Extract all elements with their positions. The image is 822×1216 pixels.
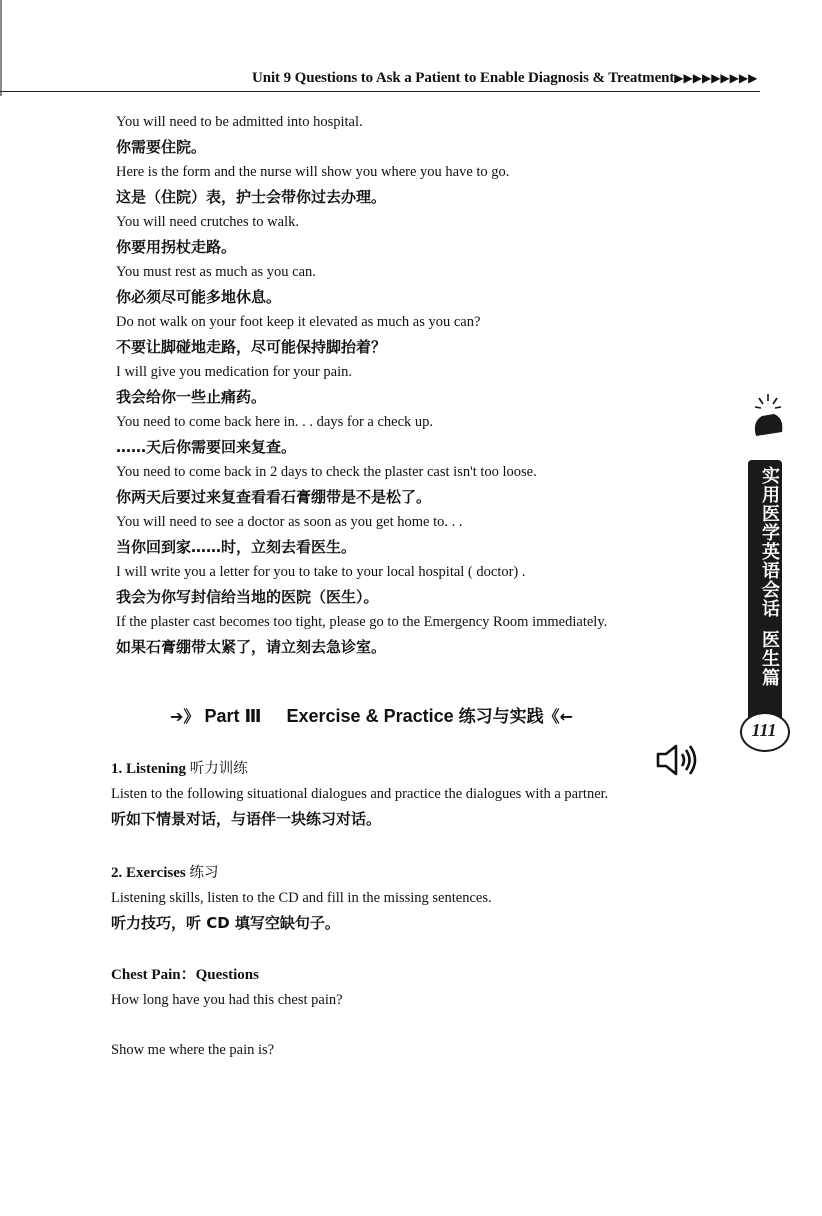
- dialogue-line-en: If the plaster cast becomes too tight, please go to the Emergency Room immediately.: [116, 614, 608, 630]
- dialogue-line-en: Do not walk on your foot keep it elevated as much as you can?: [116, 314, 481, 330]
- dialogue-line-en: You will need to be admitted into hospital.: [116, 114, 363, 130]
- dialogue-line-zh: 这是（住院）表，护士会带你过去办理。: [116, 188, 387, 206]
- header-arrows: ▶▶▶▶▶▶▶▶▶: [674, 71, 758, 85]
- dialogue-line-zh: 你必须尽可能多地休息。: [116, 288, 282, 306]
- dialogue-line-zh: 当你回到家……时，立刻去看医生。: [116, 538, 357, 556]
- book-title: 实用医学英语会话: [759, 466, 780, 618]
- listening-title-zh: 听力训练: [189, 761, 248, 777]
- dialogue-line-zh: 我会为你写封信给当地的医院（医生）。: [116, 588, 379, 606]
- dialogue-line-zh: 我会给你一些止痛药。: [116, 388, 267, 406]
- listening-section: [111, 756, 731, 832]
- dialogue-line-zh: ……天后你需要回来复查。: [116, 438, 297, 456]
- chest-pain-title: Chest Pain：Questions: [111, 967, 259, 983]
- exercises-section: [111, 860, 731, 936]
- page-number: 111: [751, 720, 777, 740]
- exercises-instruction-en: Listening skills, listen to the CD and fill in the missing sentences.: [111, 890, 492, 906]
- chest-pain-question: Show me where the pain is?: [111, 1042, 275, 1058]
- listening-instruction-zh: 听如下情景对话，与语伴一块练习对话。: [111, 810, 382, 828]
- part-label: Part Ⅲ: [204, 706, 262, 726]
- listening-instruction-en: Listen to the following situational dialogues and practice the dialogues with a partner.: [111, 786, 609, 802]
- header-rule: [0, 91, 760, 92]
- dialogue-line-en: You must rest as much as you can.: [116, 264, 316, 280]
- chest-pain-section: [111, 962, 731, 1063]
- running-header: [252, 70, 822, 87]
- dialogue-line-en: You will need to see a doctor as soon as you get home to. . .: [116, 514, 463, 530]
- dialogue-line-en: I will give you medication for your pain.: [116, 364, 352, 380]
- exercises-title-zh: 练习: [189, 865, 219, 881]
- listening-title-en: 1. Listening: [111, 761, 187, 777]
- exercises-title: [111, 860, 731, 886]
- dialogue-line-en: Here is the form and the nurse will show you where you have to go.: [116, 164, 510, 180]
- dialogue-line-zh: 你两天后要过来复查看看石膏绷带是不是松了。: [116, 488, 432, 506]
- page-edge-mark: [0, 0, 2, 96]
- listening-title: [111, 756, 731, 782]
- dialogue-line-zh: 你要用拐杖走路。: [116, 238, 237, 256]
- volume-title: 医生篇: [759, 630, 780, 687]
- chest-pain-question: How long have you had this chest pain?: [111, 992, 343, 1008]
- part-title-en: Exercise & Practice: [286, 706, 454, 726]
- dialogue-line-zh: 你需要住院。: [116, 138, 207, 156]
- part-heading: [170, 702, 573, 730]
- dialogue-line-en: You need to come back here in. . . days for a check up.: [116, 414, 434, 430]
- exercises-instruction-zh: 听力技巧，听 CD 填写空缺句子。: [111, 914, 340, 932]
- speaker-icon[interactable]: [655, 743, 703, 777]
- dialogue-line-en: I will write you a letter for you to take to your local hospital ( doctor) .: [116, 564, 526, 580]
- exercises-title-en: 2. Exercises: [111, 865, 186, 881]
- side-tab: [742, 440, 784, 750]
- dialogue-line-zh: 如果石膏绷带太紧了，请立刻去急诊室。: [116, 638, 387, 656]
- dialogue-line-en: You will need crutches to walk.: [116, 214, 299, 230]
- dialogue-line-zh: 不要让脚碰地走路，尽可能保持脚抬着？: [116, 338, 387, 356]
- heading-left-decoration: ➔》: [170, 707, 200, 726]
- running-title: Unit 9 Questions to Ask a Patient to Enable Diagnosis & Treatment: [252, 70, 675, 86]
- part-title-zh: 练习与实践: [458, 707, 544, 727]
- dialogue-lines: [116, 110, 716, 660]
- dialogue-line-en: You need to come back in 2 days to check the plaster cast isn't too loose.: [116, 464, 537, 480]
- heading-right-decoration: 《←: [543, 707, 574, 726]
